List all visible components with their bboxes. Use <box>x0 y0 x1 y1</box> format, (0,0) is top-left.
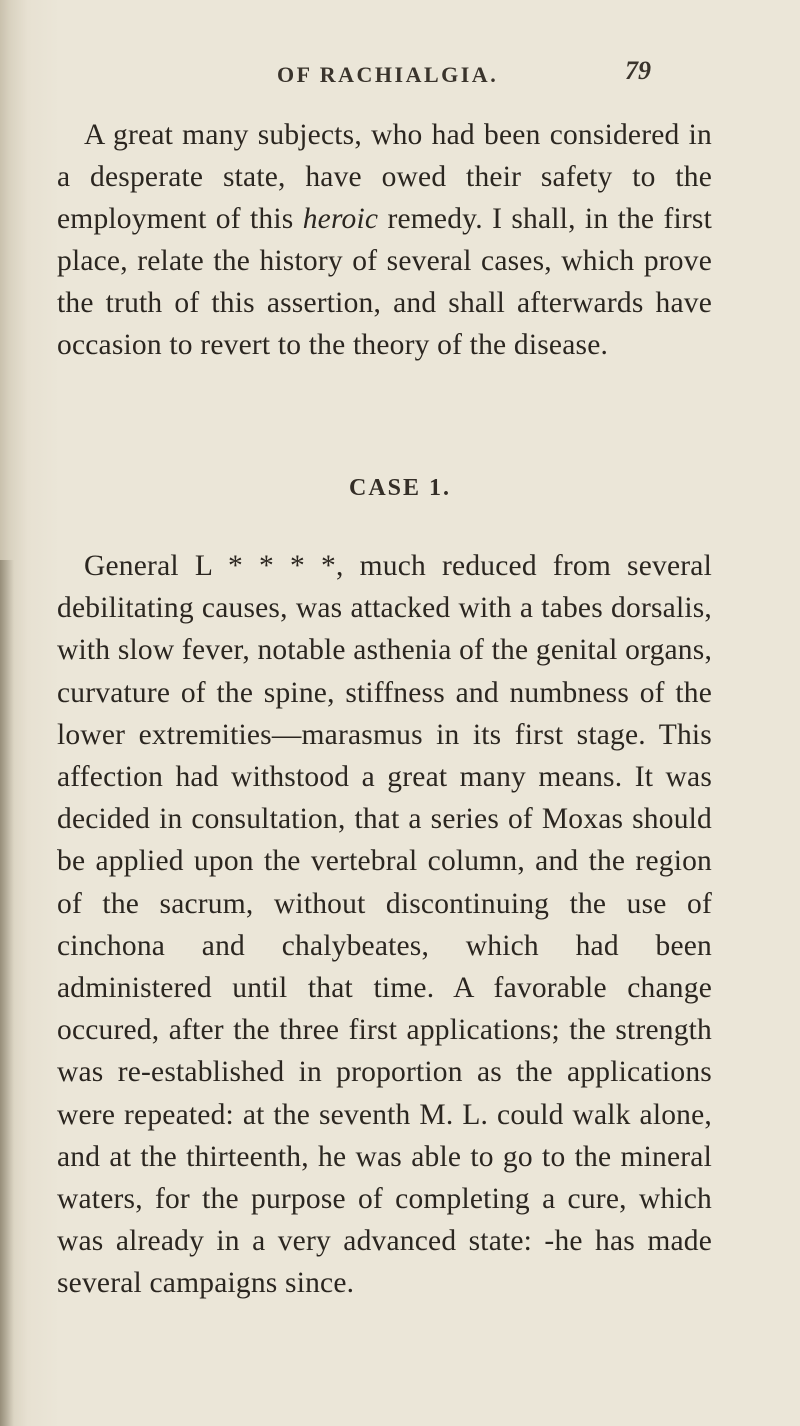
intro-paragraph <box>57 114 712 366</box>
running-head <box>0 52 800 92</box>
binding-gutter-shadow <box>0 560 14 1426</box>
running-title: OF RACHIALGIA. <box>277 62 499 87</box>
italic-word: heroic <box>302 203 379 235</box>
page-number: 79 <box>625 56 651 85</box>
intro-text-end: remedy. I shall, in the first place, relate the history of several cases, which prove the truth of this assertion, and shall afterwards have occasion to revert to the theory of the disease. <box>57 203 713 361</box>
case-heading: CASE 1. <box>348 475 452 501</box>
intro-text-start: A great many subjects, who had been considered in a desperate state, have owed their safety to the employment of this <box>57 119 712 235</box>
case-paragraph: General L * * * *, much reduced from several debilitating causes, was attacked with a tabes dorsalis, with slow fever, notable asthenia of the genital organs, curvature of the spine, stiffness and numbness of the lower extremities—marasmus in its first stage. This affection had withstood a great many means. It was decided in consultation, that a series of Moxas should be applied upon the vertebral column, and the region of the sacrum, without discontinuing the use of cinchona and chalybeates, which had been administered until that time. A favorable change occured, after the three first applications; the strength was re-established in proportion as the applications were repeated: at the seventh M. L. could walk alone, and at the thirteenth, he was able to go to the mineral waters, for the purpose of completing a cure, which was already in a very advanced state: -he has made several campaigns since. <box>57 550 713 1300</box>
